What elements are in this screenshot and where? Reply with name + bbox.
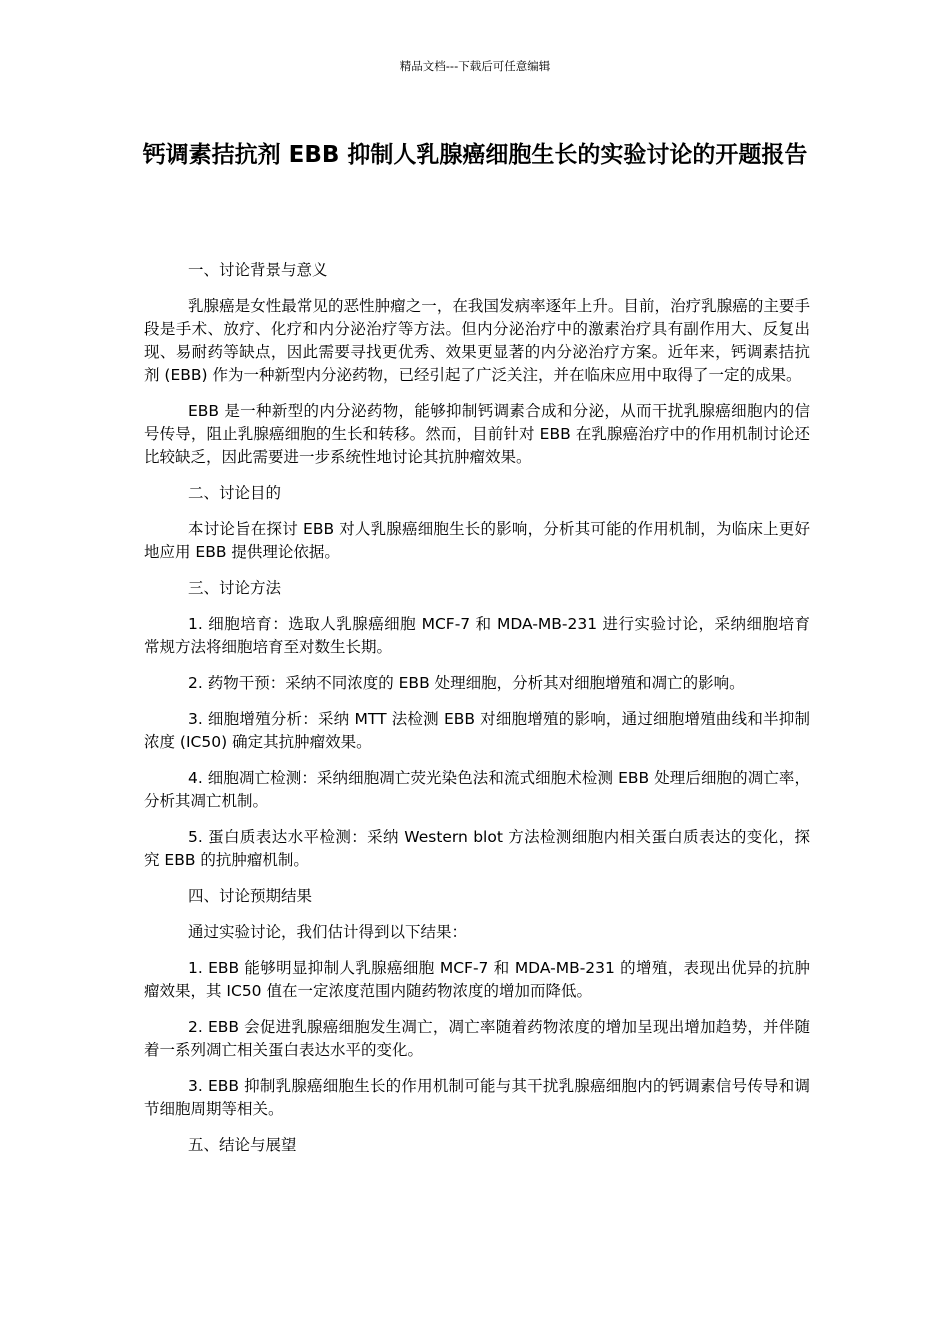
method-item: 5. 蛋白质表达水平检测：采纳 Western blot 方法检测细胞内相关蛋白质表达的变化，探究 EBB 的抗肿瘤机制。 [144, 828, 810, 869]
section-heading-background: 一、讨论背景与意义 [188, 261, 328, 279]
paragraph: 本讨论旨在探讨 EBB 对人乳腺癌细胞生长的影响，分析其可能的作用机制，为临床上更好地应用 EBB 提供理论依据。 [144, 520, 810, 561]
paragraph: 通过实验讨论，我们估计得到以下结果： [188, 923, 468, 941]
method-item: 4. 细胞凋亡检测：采纳细胞凋亡荧光染色法和流式细胞术检测 EBB 处理后细胞的凋亡率，分析其凋亡机制。 [144, 769, 810, 810]
document-body [144, 259, 810, 1170]
result-item: 3. EBB 抑制乳腺癌细胞生长的作用机制可能与其干扰乳腺癌细胞内的钙调素信号传导和调节细胞周期等相关。 [144, 1077, 810, 1118]
result-item: 2. EBB 会促进乳腺癌细胞发生凋亡，凋亡率随着药物浓度的增加呈现出增加趋势，并伴随着一系列凋亡相关蛋白表达水平的变化。 [144, 1018, 810, 1059]
section-heading-conclusion: 五、结论与展望 [188, 1136, 297, 1154]
section-heading-expected-results: 四、讨论预期结果 [188, 887, 313, 905]
paragraph: EBB 是一种新型的内分泌药物，能够抑制钙调素合成和分泌，从而干扰乳腺癌细胞内的信号传导，阻止乳腺癌细胞的生长和转移。然而，目前针对 EBB 在乳腺癌治疗中的作用机制讨论还比较缺乏，因此需要进一步系统性地讨论其抗肿瘤效果。 [144, 402, 810, 466]
method-item: 3. 细胞增殖分析：采纳 MTT 法检测 EBB 对细胞增殖的影响，通过细胞增殖曲线和半抑制浓度 (IC50) 确定其抗肿瘤效果。 [144, 710, 810, 751]
section-heading-methods: 三、讨论方法 [188, 579, 282, 597]
page-header-note: 精品文档---下载后可任意编辑 [399, 59, 551, 73]
section-heading-purpose: 二、讨论目的 [188, 484, 282, 502]
method-item: 2. 药物干预：采纳不同浓度的 EBB 处理细胞，分析其对细胞增殖和凋亡的影响。 [188, 674, 745, 692]
method-item: 1. 细胞培育：选取人乳腺癌细胞 MCF-7 和 MDA-MB-231 进行实验讨论，采纳细胞培育常规方法将细胞培育至对数生长期。 [144, 615, 810, 656]
document-title: 钙调素拮抗剂 EBB 抑制人乳腺癌细胞生长的实验讨论的开题报告 [142, 142, 808, 168]
result-item: 1. EBB 能够明显抑制人乳腺癌细胞 MCF-7 和 MDA-MB-231 的增殖，表现出优异的抗肿瘤效果，其 IC50 值在一定浓度范围内随药物浓度的增加而降低。 [144, 959, 810, 1000]
paragraph: 乳腺癌是女性最常见的恶性肿瘤之一，在我国发病率逐年上升。目前，治疗乳腺癌的主要手段是手术、放疗、化疗和内分泌治疗等方法。但内分泌治疗中的激素治疗具有副作用大、反复出现、易耐药等缺点，因此需要寻找更优秀、效果更显著的内分泌治疗方案。近年来，钙调素拮抗剂 (EBB) 作为一种新型内分泌药物，已经引起了广泛关注，并在临床应用中取得了一定的成果。 [144, 297, 810, 384]
